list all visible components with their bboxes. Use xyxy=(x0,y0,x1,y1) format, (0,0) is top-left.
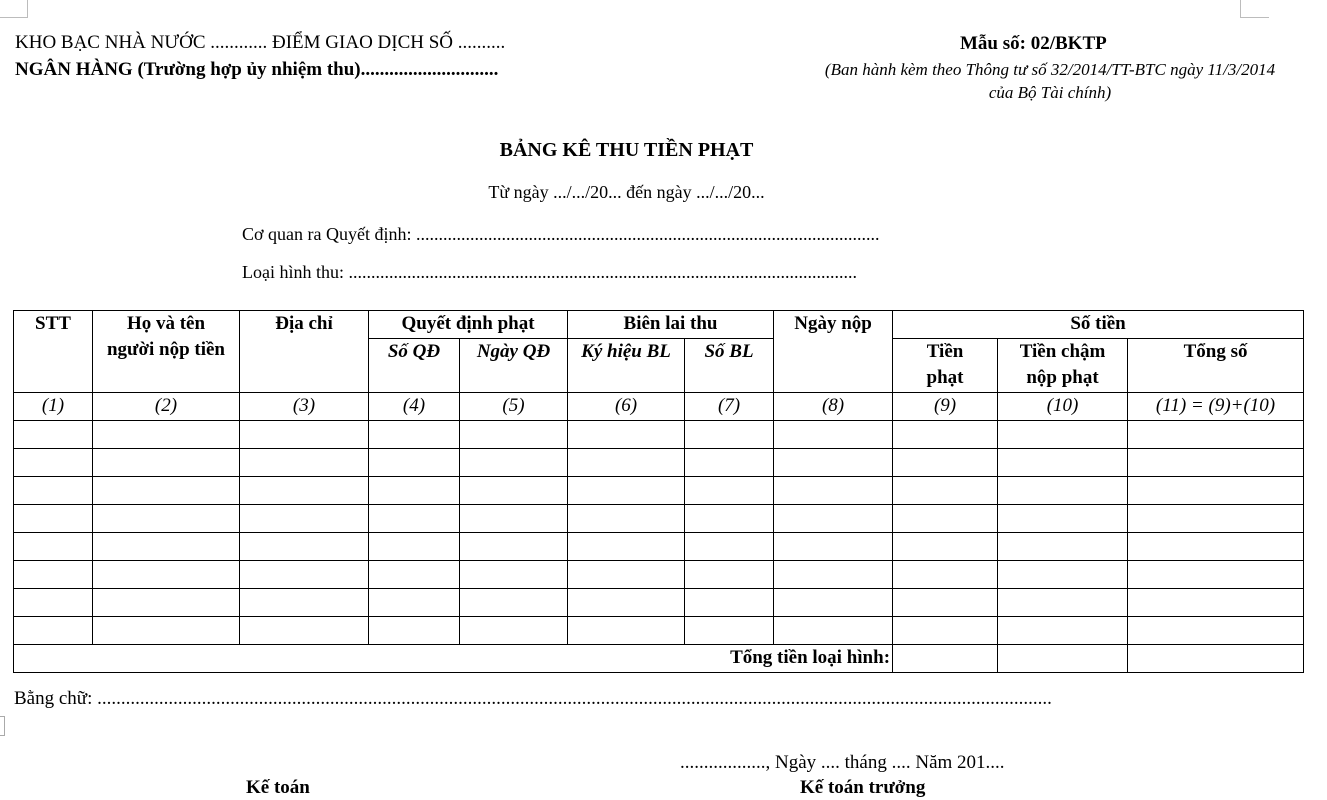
table-cell[interactable] xyxy=(685,561,774,589)
col-number: (5) xyxy=(460,393,568,421)
table-cell[interactable] xyxy=(893,617,998,645)
table-cell[interactable] xyxy=(460,477,568,505)
table-cell[interactable] xyxy=(240,533,369,561)
table-cell[interactable] xyxy=(14,505,93,533)
header-total: Tổng số xyxy=(1128,339,1304,393)
authority-line: Cơ quan ra Quyết định: ....................................................................................................... xyxy=(242,224,880,244)
table-cell[interactable] xyxy=(240,505,369,533)
bank-header: NGÂN HÀNG (Trường hợp ủy nhiệm thu)............................. xyxy=(15,59,499,80)
table-cell[interactable] xyxy=(893,505,998,533)
header-decision-date: Ngày QĐ xyxy=(460,339,568,393)
total-row xyxy=(14,645,1304,673)
table-cell[interactable] xyxy=(1128,561,1304,589)
table-cell[interactable] xyxy=(998,533,1128,561)
header-stt: STT xyxy=(14,311,93,393)
table-cell[interactable] xyxy=(240,561,369,589)
table-cell[interactable] xyxy=(14,589,93,617)
table-cell[interactable] xyxy=(14,449,93,477)
header-name-line2: người nộp tiền xyxy=(106,339,225,360)
table-row xyxy=(14,449,1304,477)
total-fine-cell[interactable] xyxy=(893,645,998,673)
form-number: Mẫu số: 02/BKTP xyxy=(960,33,1107,54)
accountant-signature-label: Kế toán xyxy=(246,777,310,798)
header-late-line1: Tiền chậm xyxy=(1019,341,1106,362)
table-row xyxy=(14,421,1304,449)
table-cell[interactable] xyxy=(369,589,460,617)
table-row xyxy=(14,589,1304,617)
table-cell[interactable] xyxy=(369,561,460,589)
table-cell[interactable] xyxy=(460,589,568,617)
table-cell[interactable] xyxy=(14,477,93,505)
header-name-line1: Họ và tên xyxy=(126,313,206,334)
table-cell[interactable] xyxy=(460,505,568,533)
col-number: (11) = (9)+(10) xyxy=(1128,393,1304,421)
col-number: (7) xyxy=(685,393,774,421)
table-row xyxy=(14,533,1304,561)
table-cell[interactable] xyxy=(460,421,568,449)
table-cell[interactable] xyxy=(14,421,93,449)
table-cell[interactable] xyxy=(685,617,774,645)
form-note: (Ban hành kèm theo Thông tư số 32/2014/TT-BTC ngày 11/3/2014 của Bộ Tài chính) xyxy=(824,60,1276,102)
table-cell[interactable] xyxy=(369,617,460,645)
col-number: (9) xyxy=(893,393,998,421)
table-cell[interactable] xyxy=(93,589,240,617)
table-cell[interactable] xyxy=(685,421,774,449)
table-cell[interactable] xyxy=(568,477,685,505)
page-corner-top-left xyxy=(0,0,28,18)
table-row xyxy=(14,617,1304,645)
margin-marker xyxy=(0,716,5,736)
table-cell[interactable] xyxy=(998,449,1128,477)
table-cell[interactable] xyxy=(93,477,240,505)
header-receipt: Biên lai thu xyxy=(568,311,774,339)
table-cell[interactable] xyxy=(568,617,685,645)
table-cell[interactable] xyxy=(93,449,240,477)
table-cell[interactable] xyxy=(774,449,893,477)
table-cell[interactable] xyxy=(1128,533,1304,561)
table-cell[interactable] xyxy=(369,421,460,449)
table-cell[interactable] xyxy=(685,449,774,477)
table-cell[interactable] xyxy=(774,561,893,589)
table-cell[interactable] xyxy=(893,561,998,589)
table-cell[interactable] xyxy=(998,617,1128,645)
table-cell[interactable] xyxy=(14,617,93,645)
header-amount: Số tiền xyxy=(893,311,1304,339)
table-cell[interactable] xyxy=(685,477,774,505)
table-cell[interactable] xyxy=(93,533,240,561)
col-number: (10) xyxy=(998,393,1128,421)
table-cell[interactable] xyxy=(685,505,774,533)
table-cell[interactable] xyxy=(774,617,893,645)
table-cell[interactable] xyxy=(93,421,240,449)
col-number: (3) xyxy=(240,393,369,421)
table-cell[interactable] xyxy=(240,589,369,617)
table-cell[interactable] xyxy=(240,617,369,645)
table-cell[interactable] xyxy=(774,477,893,505)
table-cell[interactable] xyxy=(685,533,774,561)
table-cell[interactable] xyxy=(998,589,1128,617)
total-late-cell[interactable] xyxy=(998,645,1128,673)
table-cell[interactable] xyxy=(1128,449,1304,477)
table-cell[interactable] xyxy=(1128,421,1304,449)
header-receipt-symbol: Ký hiệu BL xyxy=(568,339,685,393)
header-name xyxy=(93,311,240,393)
table-cell[interactable] xyxy=(893,477,998,505)
table-cell[interactable] xyxy=(568,505,685,533)
table-row xyxy=(14,477,1304,505)
header-pay-date: Ngày nộp xyxy=(774,311,893,393)
table-row xyxy=(14,505,1304,533)
table-cell[interactable] xyxy=(893,589,998,617)
header-fine xyxy=(893,339,998,393)
table-cell[interactable] xyxy=(1128,589,1304,617)
table-cell[interactable] xyxy=(568,589,685,617)
treasury-header: KHO BẠC NHÀ NƯỚC ............ ĐIỂM GIAO DỊCH SỐ .......... xyxy=(15,32,506,53)
table-cell[interactable] xyxy=(774,505,893,533)
type-line: Loại hình thu: ................................................................................................................. xyxy=(242,262,857,282)
table-cell[interactable] xyxy=(998,505,1128,533)
total-sum-cell[interactable] xyxy=(1128,645,1304,673)
table-cell[interactable] xyxy=(568,533,685,561)
table-cell[interactable] xyxy=(1128,477,1304,505)
table-cell[interactable] xyxy=(893,533,998,561)
table-cell[interactable] xyxy=(774,421,893,449)
table-cell[interactable] xyxy=(93,505,240,533)
header-fine-line2: phạt xyxy=(926,367,964,388)
table-cell[interactable] xyxy=(369,505,460,533)
header-late-fee xyxy=(998,339,1128,393)
table-cell[interactable] xyxy=(568,449,685,477)
table-cell[interactable] xyxy=(14,533,93,561)
header-address: Địa chỉ xyxy=(240,311,369,393)
table-cell[interactable] xyxy=(240,449,369,477)
table-cell[interactable] xyxy=(460,617,568,645)
table-cell[interactable] xyxy=(774,589,893,617)
col-number: (1) xyxy=(14,393,93,421)
table-cell[interactable] xyxy=(1128,617,1304,645)
header-receipt-no: Số BL xyxy=(685,339,774,393)
table-cell[interactable] xyxy=(998,421,1128,449)
table-cell[interactable] xyxy=(369,449,460,477)
header-decision: Quyết định phạt xyxy=(369,311,568,339)
header-decision-no: Số QĐ xyxy=(369,339,460,393)
table-cell[interactable] xyxy=(369,533,460,561)
table-cell[interactable] xyxy=(1128,505,1304,533)
period-line: Từ ngày .../.../20... đến ngày .../.../20... xyxy=(488,182,765,202)
chief-accountant-signature-label: Kế toán trưởng xyxy=(800,777,926,798)
table-cell[interactable] xyxy=(240,421,369,449)
table-row xyxy=(14,561,1304,589)
col-number: (2) xyxy=(93,393,240,421)
table-cell[interactable] xyxy=(685,589,774,617)
column-number-row xyxy=(14,393,1304,421)
header-late-line2: nộp phạt xyxy=(1026,367,1099,388)
table-cell[interactable] xyxy=(568,421,685,449)
table-cell[interactable] xyxy=(568,561,685,589)
table-cell[interactable] xyxy=(998,477,1128,505)
date-line: .................., Ngày .... tháng .... Năm 201.... xyxy=(680,752,1005,773)
table-cell[interactable] xyxy=(369,477,460,505)
col-number: (8) xyxy=(774,393,893,421)
in-words-line: Bằng chữ: ......................................................................................................................................................................................................... xyxy=(14,688,1052,709)
header-fine-line1: Tiền xyxy=(926,341,964,362)
col-number: (6) xyxy=(568,393,685,421)
table-cell[interactable] xyxy=(93,617,240,645)
table-cell[interactable] xyxy=(460,449,568,477)
col-number: (4) xyxy=(369,393,460,421)
table-cell[interactable] xyxy=(14,561,93,589)
page-corner-top-right xyxy=(1240,0,1269,18)
table-cell[interactable] xyxy=(240,477,369,505)
table-cell[interactable] xyxy=(460,561,568,589)
table-cell[interactable] xyxy=(460,533,568,561)
table-cell[interactable] xyxy=(998,561,1128,589)
table-cell[interactable] xyxy=(774,533,893,561)
table-cell[interactable] xyxy=(893,449,998,477)
fine-collection-table xyxy=(13,310,1304,673)
total-label: Tổng tiền loại hình: xyxy=(14,645,893,673)
document-title: BẢNG KÊ THU TIỀN PHẠT xyxy=(499,139,754,161)
table-cell[interactable] xyxy=(93,561,240,589)
table-cell[interactable] xyxy=(893,421,998,449)
